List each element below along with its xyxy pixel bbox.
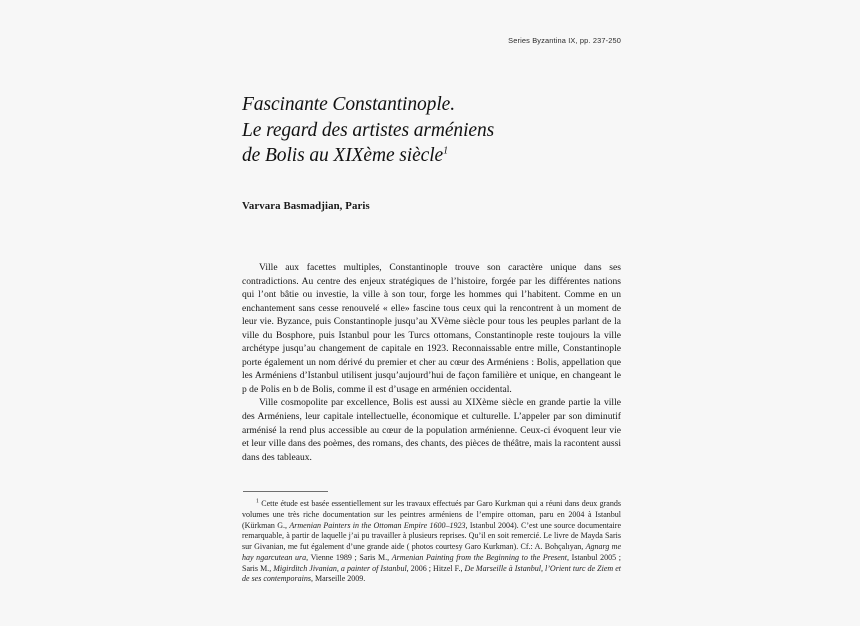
title-line-1: Fascinante Constantinople.	[242, 94, 455, 115]
footnote-text	[242, 499, 621, 585]
body-text	[242, 261, 621, 464]
paragraph: Ville cosmopolite par excellence, Bolis est aussi au XIXème siècle en grande partie la ville des Arméniens, leur capitale intellectuelle, économique et culturelle. L’appeler par son diminutif arménisé la rend plus accessible au cœur de la population arménienne. Ceux-ci évoquent leur vie et leur ville dans des poèmes, des romans, des chants, des pièces de théâtre, mais la racontent aussi dans des tableaux.	[242, 397, 621, 463]
footnote-title-italic: Migirditch Jivanian, a painter of Istanbul	[273, 563, 407, 573]
footnote-title-italic: Agnarg me hay ngarcutean ura	[242, 542, 621, 562]
author-byline: Varvara Basmadjian, Paris	[242, 200, 370, 212]
footnote-marker: 1	[256, 498, 259, 505]
footnote-segment: Cette étude est basée essentiellement sur les travaux effectués par Garo Kurkman qui a réuni dans deux grands volumes une très riche documentation sur les peintres arméniens de l’empire ottoman, paru en 2004 à Istanbul (Kürkman G.,	[242, 499, 621, 530]
title-line-2: Le regard des artistes arméniens	[242, 119, 495, 141]
footnote-body	[242, 499, 621, 583]
footnote-segment: , Istanbul 2004). C’est une source documentaire remarquable, à partir de laquelle j’ai pu travailler à plusieurs reprises. Qu’il en soit remercié. Le livre de Mayda Saris sur Givanian, me fut également d’une grande aide ( photos courtesy Garo Kurkman). Cf.: A. Bohçalıyan,	[242, 520, 622, 551]
footnote-separator-rule	[243, 491, 328, 492]
footnote-title-italic: Armenian Painters in the Ottoman Empire 1600–1923	[289, 520, 466, 530]
title-line-3	[242, 143, 642, 169]
title-line-3-text: de Bolis au XIXème siècle	[242, 145, 444, 166]
paragraph: Ville aux facettes multiples, Constantinople trouve son caractère unique dans ses contradictions. Au centre des enjeux stratégiques de l’histoire, forgée par les différentes nations qui l’ont bâtie ou investie, la ville à son tour, forge les hommes qui l’habitent. Comme en un enchantement sans cesse renouvelé « elle» fascine tous ceux qui la rencontrent à un moment de leur vie. Byzance, puis Constantinople jusqu’au XVème siècle pour tous les peuples parlant de la ville du Bosphore, puis Istanbul pour les Turcs ottomans, Constantinople reste toujours la ville archétype jusqu’au changement de capitale en 1923. Reconnaissable entre mille, Constantinople porte également un nom dérivé du premier et cher au cœur des Arméniens : Bolis, appellation que les Arméniens d’Istanbul utilisent jusqu’aujourd’hui de façon familière et unique, en changeant le p de Polis en b de Bolis, comme il est d’usage en arménien occidental.	[242, 262, 621, 395]
running-head: Series Byzantina IX, pp. 237-250	[508, 36, 621, 45]
page-title	[242, 92, 642, 169]
footnote-segment: , 2006 ; Hitzel F.,	[406, 563, 465, 573]
footnote-segment: , Marseille 2009.	[310, 574, 366, 584]
footnote-block	[242, 499, 621, 585]
footnote-title-italic: Armenian Painting from the Beginning to the Present	[391, 552, 568, 562]
title-footnote-marker: 1	[443, 145, 448, 157]
footnote-segment: , Vienne 1989 ; Saris M.,	[306, 552, 392, 562]
footnote-title-italic: De Marseille à Istanbul, l’Orient turc de Ziem et de ses contemporains	[242, 563, 621, 584]
footnote-segment: , Istanbul 2005 ; Saris M.,	[242, 552, 621, 573]
